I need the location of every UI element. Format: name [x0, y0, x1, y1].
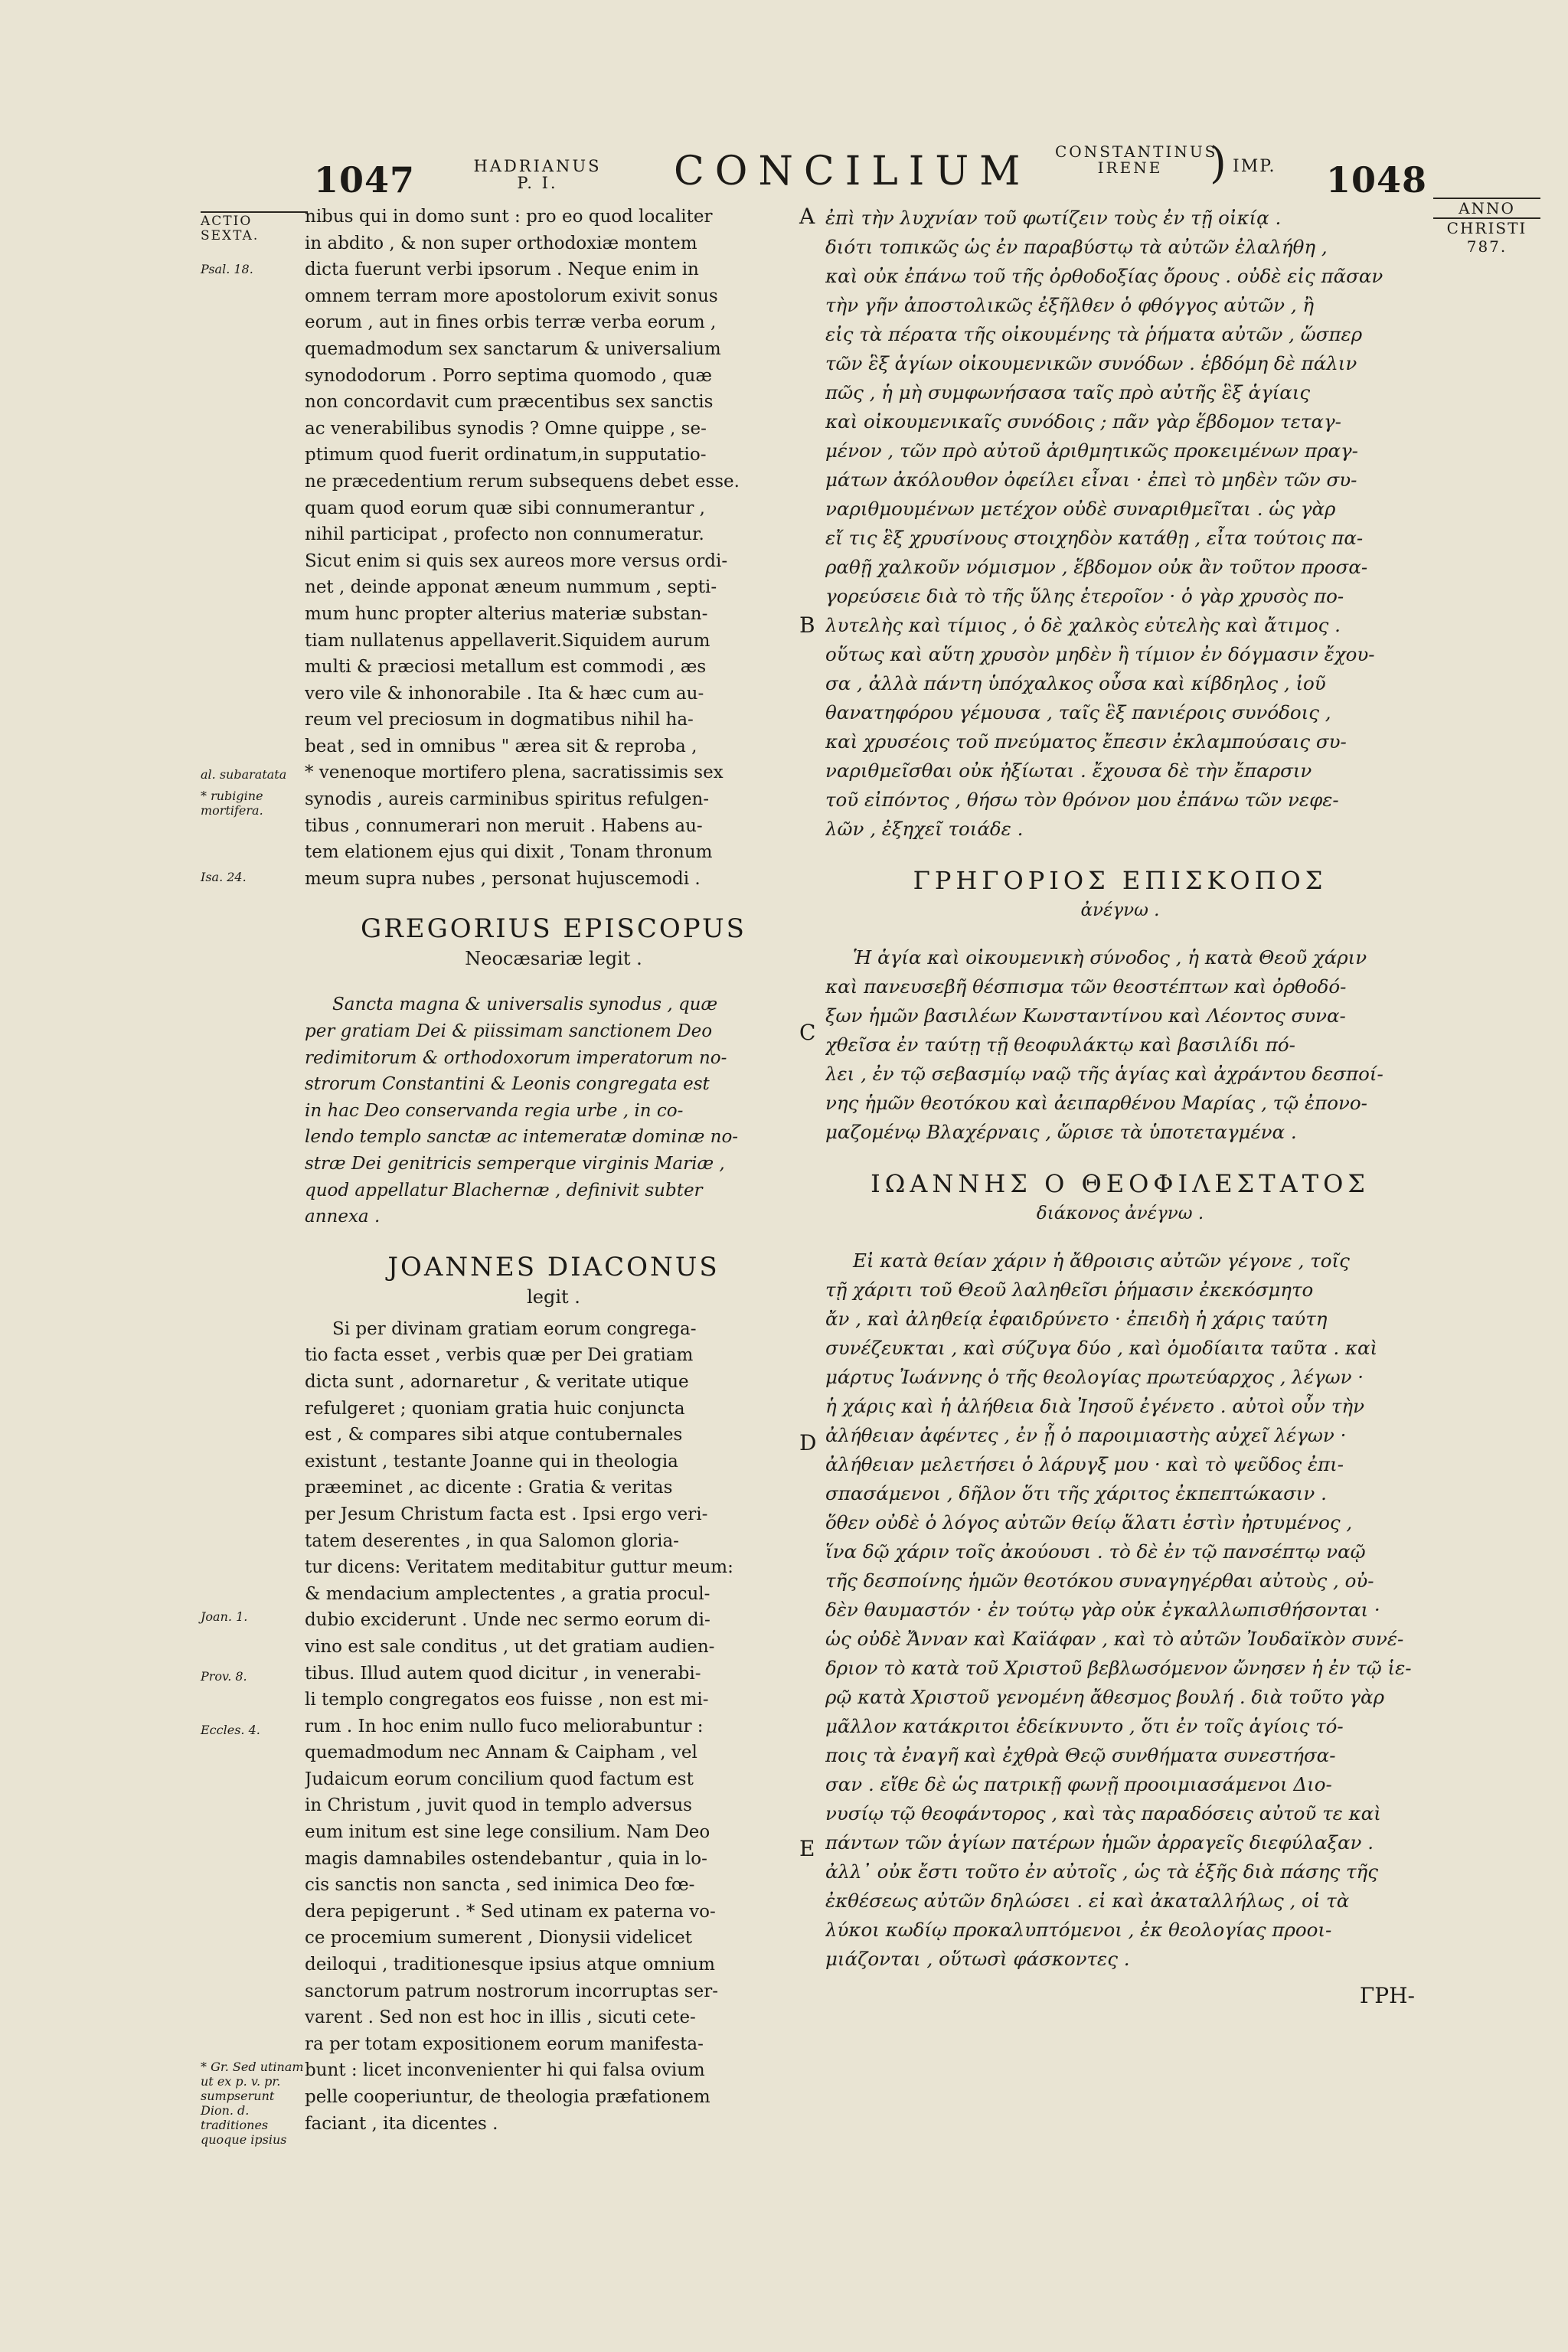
text-line: tiam nullatenus appellaverit.Siquidem aurum — [305, 630, 710, 651]
year-label: 787. — [1466, 237, 1508, 256]
text-line: tibus. Illud autem quod dicitur , in venerabi- — [305, 1663, 701, 1684]
page-title: CONCILIUM — [674, 149, 1031, 194]
text-line: dicta fuerunt verbi ipsorum . Neque enim in — [305, 260, 699, 280]
text-line: reum vel preciosum in dogmatibus nihil ha- — [305, 710, 694, 730]
text-line: strorum Constantini & Leonis congregata est — [305, 1074, 710, 1095]
text-line: Judaicum eorum concilium quod factum est — [305, 1769, 694, 1789]
text-line: Sancta magna & universalis synodus , quæ — [332, 995, 718, 1015]
text-line: ραθῇ χαλκοῦν νόμισμον , ἕβδομον οὐκ ἂν τοῦτον προσα- — [825, 556, 1368, 578]
text-line: sanctorum patrum nostrorum incorruptas ser- — [305, 1981, 718, 2001]
text-line: in Christum , juvit quod in templo adversus — [305, 1795, 692, 1816]
text-line: τοῦ εἰπόντος , θήσω τὸν θρόνον μου ἐπάνω τῶν νεφε- — [825, 789, 1339, 811]
text-line: ναριθμεῖσθαι οὐκ ἠξίωται . ἔχουσα δὲ τὴν ἔπαρσιν — [825, 760, 1312, 782]
text-line: μάρτυς Ἰωάννης ὁ τῆς θεολογίας πρωτεύαρχος , λέγων · — [825, 1366, 1364, 1388]
running-head-suffix: IMP. — [1233, 157, 1276, 176]
text-line: existunt , testante Joanne qui in theologia — [305, 1451, 678, 1472]
text-line: δριον τὸ κατὰ τοῦ Χριστοῦ βεβλωσόμενον ὤνησεν ἡ ἐν τῷ ἱε- — [825, 1657, 1412, 1679]
text-line: Sicut enim si quis sex aureos more versus ordi- — [305, 550, 728, 571]
christi-label: CHRISTI — [1446, 219, 1527, 237]
text-line: ὡς οὐδὲ Ἄνναν καὶ Καϊάφαν , καὶ τὸ αὐτῶν Ἰουδαϊκὸν συνέ- — [825, 1628, 1404, 1650]
text-line: ne præcedentium rerum subsequens debet esse. — [305, 471, 740, 492]
latin-subheading-gregorius: Neocæsariæ legit . — [465, 948, 642, 970]
greek-column — [825, 204, 1415, 2011]
text-line: μάτων ἀκόλουθον ὀφείλει εἶναι · ἐπεὶ τὸ μηδὲν τῶν συ- — [825, 469, 1357, 491]
text-line: vino est sale conditus , ut det gratiam audien- — [305, 1636, 715, 1657]
text-line: λῶν , ἐξηχεῖ τοιάδε . — [825, 818, 1024, 840]
text-line: varent . Sed non est hoc in illis , sicuti cete- — [305, 2007, 696, 2028]
text-line: nibus qui in domo sunt : pro eo quod localiter — [305, 207, 713, 227]
text-line: τῶν ἓξ ἁγίων οἰκουμενικῶν συνόδων . ἑβδόμη δὲ πάλιν — [825, 352, 1357, 374]
text-line: διότι τοπικῶς ὡς ἐν παραβύστῳ τὰ αὐτῶν ἐλαλήθη , — [825, 236, 1328, 258]
text-line: μιάζονται , οὕτωσὶ φάσκοντες . — [825, 1948, 1130, 1970]
text-line: σαν . εἴθε δὲ ὡς πατρικῇ φωνῇ προοιμιασάμενοι Διο- — [825, 1773, 1332, 1795]
anno-christi-margin — [1433, 198, 1540, 256]
section-letter-c: C — [799, 1020, 816, 1045]
page-number-right: 1048 — [1326, 159, 1428, 201]
text-line: annexa . — [305, 1207, 381, 1227]
running-head-right-line2: IRENE — [1097, 158, 1163, 177]
text-line: Si per divinam gratiam eorum congrega- — [332, 1318, 697, 1339]
text-line: ναριθμουμένων μετέχον οὐδὲ συναριθμεῖται . ὡς γὰρ — [825, 498, 1336, 520]
latin-column — [305, 204, 802, 2137]
text-line: net , deinde apponat æneum nummum , septi- — [305, 577, 717, 598]
text-line: δὲν θαυμαστόν · ἐν τούτῳ γὰρ οὐκ ἐγκαλλωπισθήσονται · — [825, 1599, 1380, 1621]
text-line: ἐπὶ τὴν λυχνίαν τοῦ φωτίζειν τοὺς ἐν τῇ οἰκίᾳ . — [825, 207, 1282, 229]
text-line: ce procemium sumerent , Dionysii videlicet — [305, 1928, 692, 1949]
greek-heading-gregorios: ΓΡΗΓΟΡΙΟΣ ΕΠΙΣΚΟΠΟΣ — [913, 866, 1328, 895]
margin-note-isa: Isa. 24. — [201, 870, 247, 884]
text-line: μαζομένῳ Βλαχέρναις , ὥρισε τὰ ὑποτεταγμένα . — [825, 1121, 1297, 1143]
text-line: multi & præciosi metallum est commodi , æs — [305, 657, 707, 678]
text-line: συνέζευκται , καὶ σύζυγα δύο , καὶ ὁμοδίαιτα ταῦτα . καὶ — [825, 1337, 1378, 1359]
text-line: τὴν γῆν ἀποστολικῶς ἐξῆλθεν ὁ φθόγγος αὐτῶν , ἢ — [825, 294, 1315, 316]
text-line: εἰς τὰ πέρατα τῆς οἰκουμένης τὰ ῥήματα αὐτῶν , ὥσπερ — [825, 323, 1363, 345]
greek-paragraph-1 — [825, 204, 1415, 844]
text-line: καὶ χρυσέοις τοῦ πνεύματος ἔπεσιν ἐκλαμπούσαις συ- — [825, 730, 1347, 753]
text-line: νυσίῳ τῷ θεοφάντορος , καὶ τὰς παραδόσεις αὐτοῦ τε καὶ — [825, 1802, 1381, 1824]
latin-paragraph-1 — [305, 204, 802, 892]
brace-glyph: ) — [1210, 139, 1227, 188]
text-line: εἴ τις ἓξ χρυσίνους στοιχηδὸν κατάθῃ , εἶτα τούτοις πα- — [825, 527, 1364, 549]
text-line: Εἰ κατὰ θείαν χάριν ἡ ἄθροισις αὐτῶν γέγονε , τοῖς — [853, 1250, 1350, 1272]
text-line: ὅθεν οὐδὲ ὁ λόγος αὐτῶν θείῳ ἅλατι ἐστὶν ἠρτυμένος , — [825, 1511, 1353, 1534]
section-letter-b: B — [799, 612, 815, 638]
latin-paragraph-2 — [305, 991, 802, 1230]
text-line: tur dicens: Veritatem meditabitur guttur meum: — [305, 1557, 733, 1578]
text-line: deiloqui , traditionesque ipsius atque omnium — [305, 1955, 715, 1975]
text-line: omnem terram more apostolorum exivit sonus — [305, 286, 718, 306]
text-line: νης ἡμῶν θεοτόκου καὶ ἀειπαρθένου Μαρίας , τῷ ἐπονο- — [825, 1092, 1367, 1114]
text-line: ἵνα δῷ χάριν τοῖς ἀκούουσι . τὸ δὲ ἐν τῷ πανσέπτῳ ναῷ — [825, 1540, 1366, 1563]
text-line: ἀλήθειαν μελετήσει ὁ λάρυγξ μου · καὶ τὸ ψεῦδος ἐπι- — [825, 1453, 1344, 1475]
latin-heading-joannes: JOANNES DIACONUS — [387, 1251, 720, 1282]
text-line: eorum , aut in fines orbis terræ verba eorum , — [305, 312, 717, 333]
text-line: ra per totam expositionem eorum manifesta- — [305, 2034, 704, 2054]
text-line: ἀλήθειαν ἀφέντες , ἐν ᾗ ὁ παροιμιαστὴς αὐχεῖ λέγων · — [825, 1424, 1347, 1446]
margin-note-joan: Joan. 1. — [201, 1609, 248, 1624]
text-line: ἡ χάρις καὶ ἡ ἀλήθεια διὰ Ἰησοῦ ἐγένετο . αὐτοὶ οὖν τὴν — [825, 1395, 1364, 1417]
section-letter-e: E — [799, 1836, 815, 1861]
text-line: τῇ χάριτι τοῦ Θεοῦ λαληθεῖσι ῥήμασιν ἐκεκόσμητο — [825, 1279, 1314, 1301]
running-head-left-line2: P. I. — [517, 174, 558, 193]
text-line: ἄν , καὶ ἀληθείᾳ ἐφαιδρύνετο · ἐπειδὴ ἡ χάρις ταύτη — [825, 1308, 1328, 1330]
anno-label: ANNO — [1433, 198, 1540, 219]
text-line: non concordavit cum præcentibus sex sanctis — [305, 392, 714, 413]
actio-label-line1: ACTIO — [201, 214, 253, 229]
text-line: ptimum quod fuerit ordinatum,in supputatio- — [305, 445, 707, 466]
page-number-left: 1047 — [314, 159, 416, 201]
text-line: refulgeret ; quoniam gratia huic conjuncta — [305, 1398, 685, 1419]
text-line: cis sanctis non sancta , sed inimica Deo fœ- — [305, 1875, 695, 1896]
text-line: tio facta esset , verbis quæ per Dei gratiam — [305, 1345, 694, 1366]
text-line: γορεύσειε διὰ τὸ τῆς ὕλης ἑτεροῖον · ὁ γὰρ χρυσὸς πο- — [825, 585, 1344, 607]
text-line: quemadmodum nec Annam & Caipham , vel — [305, 1743, 697, 1763]
text-line: vero vile & inhonorabile . Ita & hæc cum au- — [305, 683, 704, 704]
text-line: est , & compares sibi atque contubernales — [305, 1425, 683, 1446]
text-line: meum supra nubes , personat hujuscemodi . — [305, 868, 701, 889]
text-line: θανατηφόρου γέμουσα , ταῖς ἓξ πανιέροις συνόδοις , — [825, 701, 1331, 724]
text-line: quemadmodum sex sanctarum & universalium — [305, 338, 721, 359]
text-line: χθεῖσα ἐν ταύτῃ τῇ θεοφυλάκτῳ καὶ βασιλίδι πό- — [825, 1034, 1295, 1056]
greek-paragraph-3 — [825, 1246, 1415, 1974]
margin-note-subarata: al. subaratata — [201, 767, 287, 782]
text-line: dicta sunt , adornaretur , & veritate utique — [305, 1371, 689, 1392]
greek-subheading-gregorios: ἀνέγνω . — [1080, 900, 1160, 920]
text-line: tatem deserentes , in qua Salomon gloria- — [305, 1530, 679, 1551]
catchword: ΓΡΗ- — [1359, 1983, 1415, 2008]
text-line: τῆς δεσποίνης ἡμῶν θεοτόκου συναγηγέρθαι αὐτοὺς , οὐ- — [825, 1570, 1374, 1592]
text-line: magis damnabiles ostendebantur , quia in lo- — [305, 1848, 707, 1869]
margin-note-psal: Psal. 18. — [201, 262, 253, 276]
text-line: beat , sed in omnibus " ærea sit & reproba , — [305, 736, 697, 756]
margin-note-gr-sed: * Gr. Sed utinam ut ex p. v. pr. sumpserunt Dion. d. traditiones quoque ipsius — [201, 2060, 304, 2147]
text-line: πάντων τῶν ἁγίων πατέρων ἡμῶν ἀρραγεῖς διεφύλαξαν . — [825, 1831, 1374, 1854]
latin-heading-gregorius: GREGORIUS EPISCOPUS — [361, 913, 746, 945]
text-line: nihil participat , profecto non connumeratur. — [305, 524, 704, 545]
text-line: καὶ οἰκουμενικαῖς συνόδοις ; πᾶν γὰρ ἕβδομον τεταγ- — [825, 410, 1341, 433]
text-line: rum . In hoc enim nullo fuco meliorabuntur : — [305, 1716, 704, 1736]
text-line: πῶς , ἡ μὴ συμφωνήσασα ταῖς πρὸ αὐτῆς ἓξ ἁγίαις — [825, 381, 1311, 403]
text-line: ἐκθέσεως αὐτῶν δηλώσει . εἰ καὶ ἀκαταλλήλως , οἱ τὰ — [825, 1890, 1350, 1912]
latin-paragraph-3 — [305, 1316, 802, 2137]
running-head-left — [469, 158, 606, 191]
text-line: synododorum . Porro septima quomodo , quæ — [305, 365, 712, 386]
text-line: pelle cooperiuntur, de theologia præfationem — [305, 2087, 710, 2107]
text-line: λυτελὴς καὶ τίμιος , ὁ δὲ χαλκὸς εὐτελὴς καὶ ἄτιμος . — [825, 614, 1341, 636]
text-line: per Jesum Christum facta est . Ipsi ergo veri- — [305, 1504, 708, 1524]
text-line: tibus , connumerari non meruit . Habens au- — [305, 815, 703, 836]
text-line: καὶ πανευσεβῆ θέσπισμα τῶν θεοστέπτων καὶ ὀρθοδό- — [825, 975, 1347, 998]
text-line: ac venerabilibus synodis ? Omne quippe , se- — [305, 418, 707, 439]
greek-subheading-ioannes: διάκονος ἀνέγνω . — [1036, 1204, 1204, 1223]
text-line: per gratiam Dei & piissimam sanctionem Deo — [305, 1021, 713, 1042]
text-line: ἀλλ᾽ οὐκ ἔστι τοῦτο ἐν αὐτοῖς , ὡς τὰ ἑξῆς διὰ πάσης τῆς — [825, 1860, 1378, 1883]
text-line: σπασάμενοι , δῆλον ὅτι τῆς χάριτος ἐκπεπτώκασιν . — [825, 1482, 1327, 1504]
text-line: ποις τὰ ἐναγῆ καὶ ἐχθρὰ Θεῷ συνθήματα συνεστήσα- — [825, 1744, 1336, 1766]
text-line: tem elationem ejus qui dixit , Tonam thronum — [305, 842, 713, 863]
text-line: mum hunc propter alterius materiæ substan- — [305, 603, 708, 624]
greek-heading-ioannes: ΙΩΑΝΝΗΣ Ο ΘΕΟΦΙΛΕΣΤΑΤΟΣ — [871, 1169, 1370, 1198]
text-line: dera pepigerunt . * Sed utinam ex paterna vo- — [305, 1901, 716, 1922]
text-line: & mendacium amplectentes , a gratia procul- — [305, 1583, 710, 1604]
text-line: ξων ἡμῶν βασιλέων Κωνσταντίνου καὶ Λέοντος συνα- — [825, 1004, 1346, 1027]
text-line: quam quod eorum quæ sibi connumerantur , — [305, 498, 705, 518]
text-line: eum initum est sine lege consilium. Nam Deo — [305, 1822, 710, 1843]
text-line: μᾶλλον κατάκριτοι ἐδείκνυντο , ὅτι ἐν τοῖς ἁγίοις τό- — [825, 1715, 1344, 1737]
text-line: Ἡ ἁγία καὶ οἰκουμενικὴ σύνοδος , ἡ κατὰ Θεοῦ χάριν — [853, 946, 1367, 969]
text-line: præeminet , ac dicente : Gratia & veritas — [305, 1478, 673, 1498]
text-line: σα , ἀλλὰ πάντη ὑπόχαλκος οὖσα καὶ κίβδηλος , ἰοῦ — [825, 672, 1326, 694]
text-line: synodis , aureis carminibus spiritus refulgen- — [305, 789, 710, 810]
section-letter-d: D — [799, 1430, 817, 1455]
running-head-right — [1055, 142, 1218, 177]
text-line: οὕτως καὶ αὕτη χρυσὸν μηδὲν ἢ τίμιον ἐν δόγμασιν ἔχου- — [825, 643, 1375, 665]
text-line: redimitorum & orthodoxorum imperatorum no- — [305, 1047, 727, 1068]
text-line: in hac Deo conservanda regia urbe , in co- — [305, 1100, 684, 1121]
running-head-left-line1: HADRIANUS — [473, 157, 602, 175]
text-line: καὶ οὐκ ἐπάνω τοῦ τῆς ὀρθοδοξίας ὄρους . οὐδὲ εἰς πᾶσαν — [825, 265, 1383, 287]
text-line: bunt : licet inconvenienter hi qui falsa ovium — [305, 2060, 705, 2081]
actio-label — [201, 211, 308, 243]
section-letter-a: A — [799, 204, 815, 229]
text-line: * venenoque mortifero plena, sacratissimis sex — [305, 763, 724, 783]
margin-note-eccl: Eccles. 4. — [201, 1723, 260, 1737]
text-line: quod appellatur Blachernæ , definivit subter — [305, 1180, 703, 1200]
margin-note-rubigine: * rubigine mortifera. — [201, 789, 263, 818]
latin-subheading-joannes: legit . — [527, 1285, 580, 1308]
text-line: stræ Dei genitricis semperque virginis Mariæ , — [305, 1154, 725, 1174]
text-line: λύκοι κωδίῳ προκαλυπτόμενοι , ἐκ θεολογίας προοι- — [825, 1919, 1332, 1941]
text-line: ρῷ κατὰ Χριστοῦ γενομένη ἄθεσμος βουλή . διὰ τοῦτο γὰρ — [825, 1686, 1384, 1708]
text-line: λει , ἐν τῷ σεβασμίῳ ναῷ τῆς ἁγίας καὶ ἀχράντου δεσποί- — [825, 1063, 1383, 1085]
text-line: in abdito , & non super orthodoxiæ montem — [305, 233, 697, 253]
greek-paragraph-2 — [825, 943, 1415, 1147]
text-line: dubio exciderunt . Unde nec sermo eorum di- — [305, 1610, 710, 1631]
text-line: li templo congregatos eos fuisse , non est mi- — [305, 1690, 709, 1710]
text-line: lendo templo sanctæ ac intemeratæ dominæ no- — [305, 1127, 739, 1148]
running-head-right-line1: CONSTANTINUS — [1055, 142, 1218, 161]
text-line: faciant , ita dicentes . — [305, 2113, 498, 2134]
margin-note-prov: Prov. 8. — [201, 1669, 247, 1684]
text-line: μένον , τῶν πρὸ αὐτοῦ ἀριθμητικῶς προκειμένων πραγ- — [825, 439, 1358, 462]
actio-label-line2: SEXTA. — [201, 228, 260, 243]
